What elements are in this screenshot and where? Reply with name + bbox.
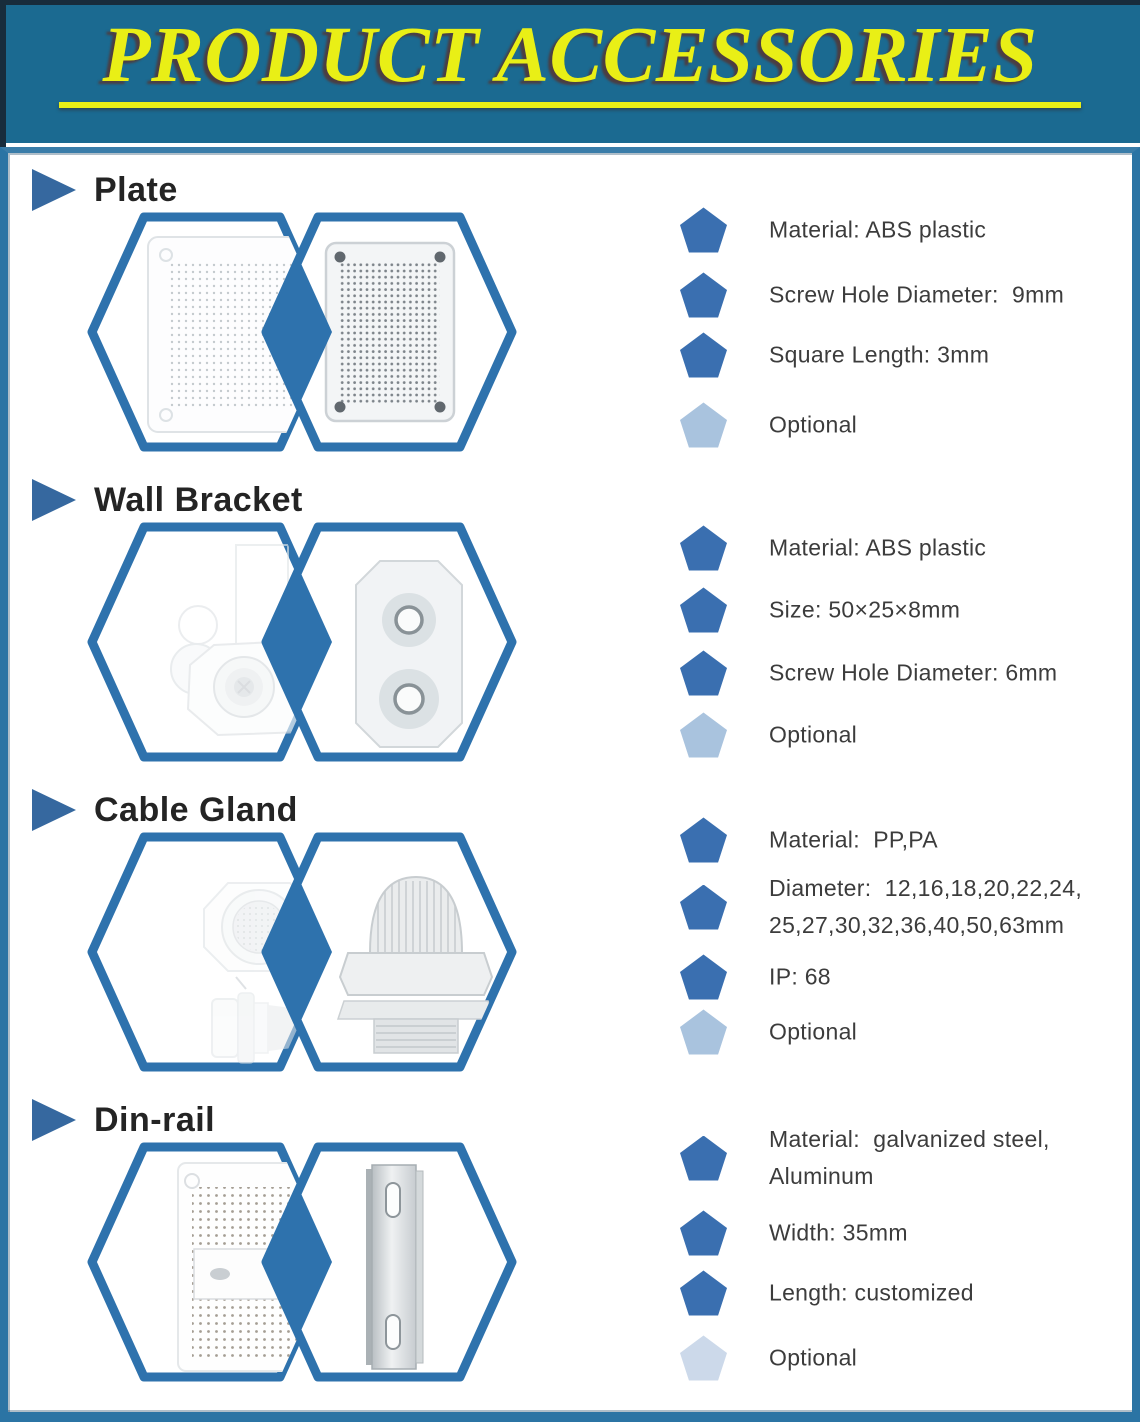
pentagon-bullet-icon bbox=[680, 1271, 727, 1316]
section-title: Cable Gland bbox=[94, 790, 298, 829]
pentagon-bullet-icon bbox=[680, 651, 727, 696]
page-header bbox=[0, 0, 1140, 143]
section-wall-bracket bbox=[8, 465, 1132, 775]
spec-item bbox=[680, 955, 831, 1000]
spec-list bbox=[680, 1085, 1132, 1395]
spec-label: Material: ABS plastic bbox=[769, 534, 987, 561]
spec-label: Width: 35mm bbox=[769, 1219, 908, 1246]
spec-item bbox=[680, 1271, 974, 1316]
spec-item bbox=[680, 870, 1082, 944]
section-arrow-icon bbox=[32, 1099, 76, 1141]
cable-gland-hexagon-art bbox=[86, 827, 526, 1077]
wall-bracket-hexagon-art bbox=[86, 517, 526, 767]
page-title: PRODUCT ACCESSORIES bbox=[102, 12, 1038, 99]
spec-label: Screw Hole Diameter: 9mm bbox=[769, 281, 1065, 308]
spec-label: Optional bbox=[769, 411, 858, 438]
spec-item bbox=[680, 818, 938, 863]
spec-item bbox=[680, 588, 960, 633]
spec-item bbox=[680, 1010, 857, 1055]
pentagon-bullet-icon bbox=[680, 333, 727, 378]
spec-label: Length: customized bbox=[769, 1279, 974, 1306]
plate-hexagon-art bbox=[86, 207, 526, 457]
pentagon-bullet-icon bbox=[680, 1336, 727, 1381]
spec-label-line2: Aluminum bbox=[769, 1163, 874, 1189]
section-arrow-icon bbox=[32, 789, 76, 831]
section-cable-gland bbox=[8, 775, 1132, 1085]
pentagon-bullet-icon bbox=[680, 1211, 727, 1256]
section-arrow-icon bbox=[32, 169, 76, 211]
pentagon-bullet-icon bbox=[680, 1136, 727, 1181]
spec-label: Diameter: 12,16,18,20,22,24, bbox=[769, 875, 1083, 901]
section-plate bbox=[8, 155, 1132, 465]
spec-label: Square Length: 3mm bbox=[769, 341, 990, 368]
din-rail-hexagons-graphic bbox=[86, 1137, 526, 1387]
section-title: Din-rail bbox=[94, 1100, 216, 1139]
spec-item bbox=[680, 333, 989, 378]
pentagon-bullet-icon bbox=[680, 818, 727, 863]
spec-label: Material: PP,PA bbox=[769, 826, 938, 853]
pentagon-bullet-icon bbox=[680, 713, 727, 758]
spec-item bbox=[680, 1121, 1050, 1195]
spec-label: Material: galvanized steel, bbox=[769, 1126, 1050, 1152]
spec-item bbox=[680, 1211, 908, 1256]
spec-label: Optional bbox=[769, 1018, 858, 1045]
pentagon-bullet-icon bbox=[680, 1010, 727, 1055]
spec-label: Optional bbox=[769, 721, 858, 748]
spec-item bbox=[680, 403, 857, 448]
pentagon-bullet-icon bbox=[680, 955, 727, 1000]
spec-list bbox=[680, 155, 1132, 465]
spec-label: Optional bbox=[769, 1344, 858, 1371]
cable-gland-hexagons-graphic bbox=[86, 827, 526, 1077]
spec-list bbox=[680, 775, 1132, 1085]
pentagon-bullet-icon bbox=[680, 208, 727, 253]
spec-item bbox=[680, 208, 986, 253]
section-arrow-icon bbox=[32, 479, 76, 521]
pentagon-bullet-icon bbox=[680, 403, 727, 448]
spec-label: Size: 50×25×8mm bbox=[769, 596, 961, 623]
din-rail-hexagon-art bbox=[86, 1137, 526, 1387]
spec-item bbox=[680, 526, 986, 571]
spec-item bbox=[680, 651, 1057, 696]
pentagon-bullet-icon bbox=[680, 588, 727, 633]
spec-label: Screw Hole Diameter: 6mm bbox=[769, 659, 1058, 686]
spec-item bbox=[680, 713, 857, 758]
spec-item bbox=[680, 1336, 857, 1381]
spec-label: IP: 68 bbox=[769, 963, 831, 990]
pentagon-bullet-icon bbox=[680, 885, 727, 930]
pentagon-bullet-icon bbox=[680, 526, 727, 571]
title-underline bbox=[59, 102, 1081, 108]
spec-label: Material: ABS plastic bbox=[769, 216, 987, 243]
section-din-rail bbox=[8, 1085, 1132, 1395]
section-title: Wall Bracket bbox=[94, 480, 303, 519]
spec-item bbox=[680, 273, 1064, 318]
spec-list bbox=[680, 465, 1132, 775]
spec-label-line2: 25,27,30,32,36,40,50,63mm bbox=[769, 912, 1065, 938]
pentagon-bullet-icon bbox=[680, 273, 727, 318]
wall-bracket-hexagons-graphic bbox=[86, 517, 526, 767]
content-panel bbox=[0, 147, 1140, 1422]
header-edge-decoration bbox=[0, 5, 6, 148]
plate-hexagons-graphic bbox=[86, 207, 526, 457]
section-title: Plate bbox=[94, 170, 178, 209]
